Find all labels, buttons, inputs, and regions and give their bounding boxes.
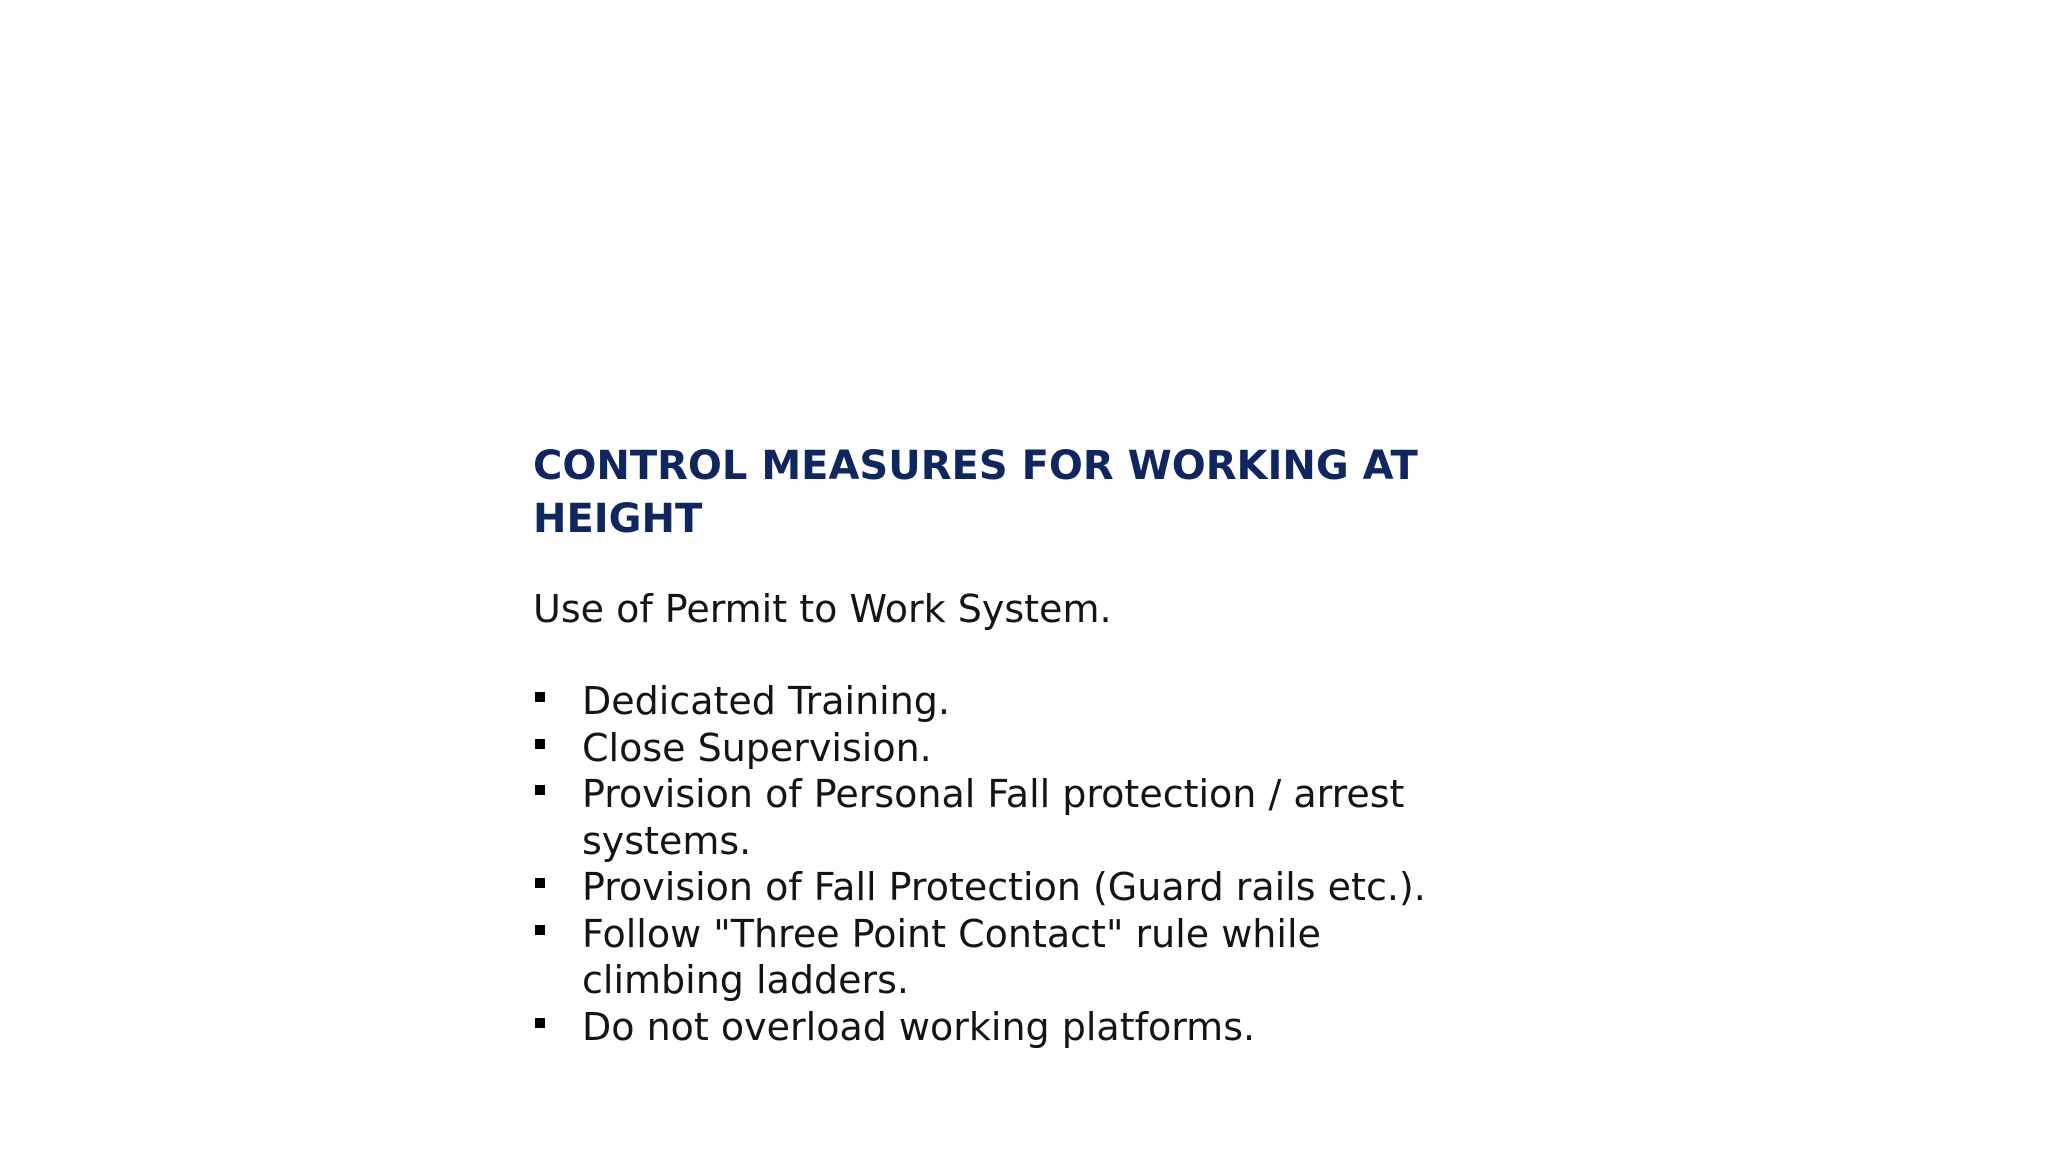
list-item-text: Provision of Personal Fall protection / arrest systems. [582, 772, 1405, 863]
intro-text: Use of Permit to Work System. [533, 587, 1112, 631]
slide-content [533, 440, 1493, 1050]
square-bullet-icon [535, 925, 545, 935]
list-item-text: Close Supervision. [582, 725, 932, 770]
list-item [533, 864, 1493, 911]
list-item [533, 725, 1493, 772]
square-bullet-icon [535, 785, 545, 795]
square-bullet-icon [535, 1018, 545, 1028]
list-item-text: Dedicated Training. [582, 679, 950, 723]
list-item-text: Do not overload working platforms. [582, 1004, 1256, 1049]
list-item [533, 1004, 1493, 1051]
list-item [533, 678, 1493, 725]
slide-title: CONTROL MEASURES FOR WORKING AT HEIGHT [533, 443, 1418, 542]
list-item [533, 771, 1493, 864]
list-item-text: Follow "Three Point Contact" rule while climbing ladders. [582, 911, 1321, 1002]
list-item [533, 911, 1493, 1004]
square-bullet-icon [535, 878, 545, 888]
list-item-text: Provision of Fall Protection (Guard rails etc.). [582, 865, 1426, 909]
square-bullet-icon [535, 739, 545, 749]
square-bullet-icon [535, 692, 545, 702]
bullet-list [533, 678, 1493, 1050]
